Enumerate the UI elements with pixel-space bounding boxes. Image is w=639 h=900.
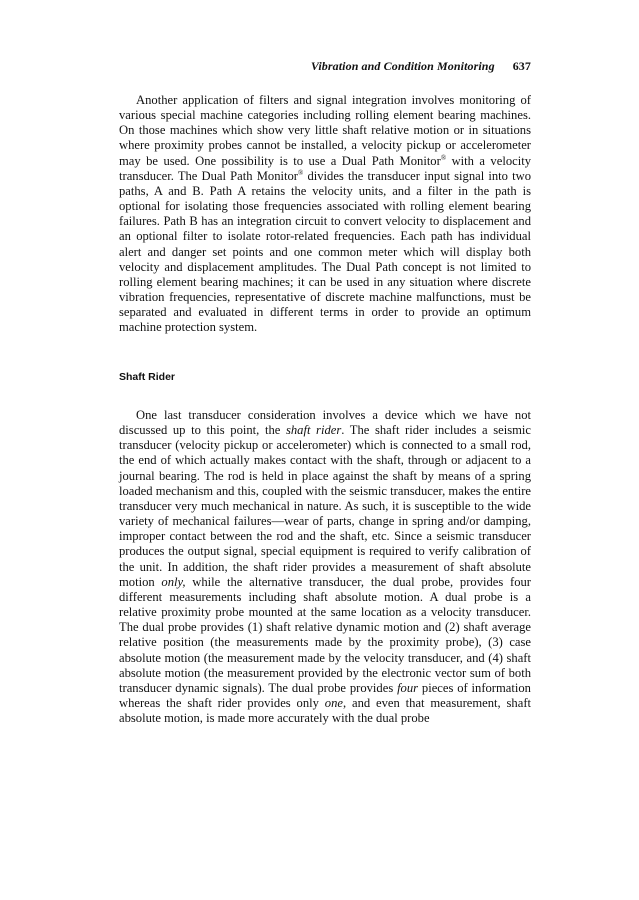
paragraph-shaft-rider	[119, 408, 531, 726]
text-segment: divides the transducer input signal into two paths, A and B. Path A retains the velocity units, and a filter in the path is optional for isolating those frequencies associated with rolling element bearing failures. Path B has an integration circuit to convert velocity to displacement and an optional filter to isolate rotor-related frequencies. Each path has individual alert and danger set points and one common meter which will display both velocity and displacement amplitudes. The Dual Path concept is not limited to rolling element bearing machines; it can be used in any situation where discrete vibration frequencies, representative of discrete machine malfunctions, must be separated and evaluated in different terms in order to provide an optimum machine protection system.	[119, 168, 531, 335]
page-number: 637	[512, 59, 531, 73]
text-segment: . The shaft rider includes a seismic transducer (velocity pickup or accelerometer) which is connected to a small rod, the end of which actually makes contact with the shaft, through or adjacent to a journal bearing. The rod is held in place against the shaft by means of a spring loaded mechanism and this, coupled with the seismic transducer, makes the entire transducer very much mechanical in nature. As such, it is susceptible to the wide variety of mechanical failures—wear of parts, change in spring and/or damping, improper contact between the rod and the shaft, etc. Since a seismic transducer produces the output signal, special equipment is required to verify calibration of the unit. In addition, the shaft rider provides a measurement of shaft absolute motion	[119, 423, 531, 589]
text-segment: with a velocity transducer. The Dual Path Monitor	[119, 153, 531, 183]
emphasis-term: one	[324, 695, 343, 710]
running-title: Vibration and Condition Monitoring	[310, 59, 495, 73]
running-head	[311, 59, 531, 74]
emphasis-term: only,	[161, 574, 186, 589]
text-segment: Another application of filters and signal integration involves monitoring of various special machine categories including rolling element bearing machines. On those machines which show very little shaft relative motion or in situations where proximity probes cannot be installed, a velocity pickup or accelerometer may be used. One possibility is to use a Dual Path Monitor	[119, 93, 531, 168]
text-segment: pieces of information whereas the shaft rider provides only	[119, 680, 531, 710]
registered-mark: ®	[297, 168, 304, 177]
emphasis-term: shaft rider	[285, 423, 342, 438]
text-segment: while the alternative transducer, the dual probe, provides four different measurements including shaft absolute motion. A dual probe is a relative proximity probe mounted at the same location as a velocity transducer. The dual probe provides (1) shaft relative dynamic motion and (2) shaft average relative position (the measurements made by the proximity probe), (3) case absolute motion (the measurement made by the velocity transducer, and (4) shaft absolute motion (the measurement provided by the electronic vector sum of both transducer dynamic signals). The dual probe provides	[119, 574, 531, 695]
paragraph-dual-path-monitor	[119, 93, 531, 336]
section-heading: Shaft Rider	[119, 371, 176, 383]
text-segment: One last transducer consideration involves a device which we have not discussed up to this point, the	[119, 408, 531, 438]
registered-mark: ®	[440, 153, 447, 162]
emphasis-term: four	[397, 680, 419, 695]
text-segment: , and even that measurement, shaft absolute motion, is made more accurately with the dual probe	[119, 695, 532, 726]
